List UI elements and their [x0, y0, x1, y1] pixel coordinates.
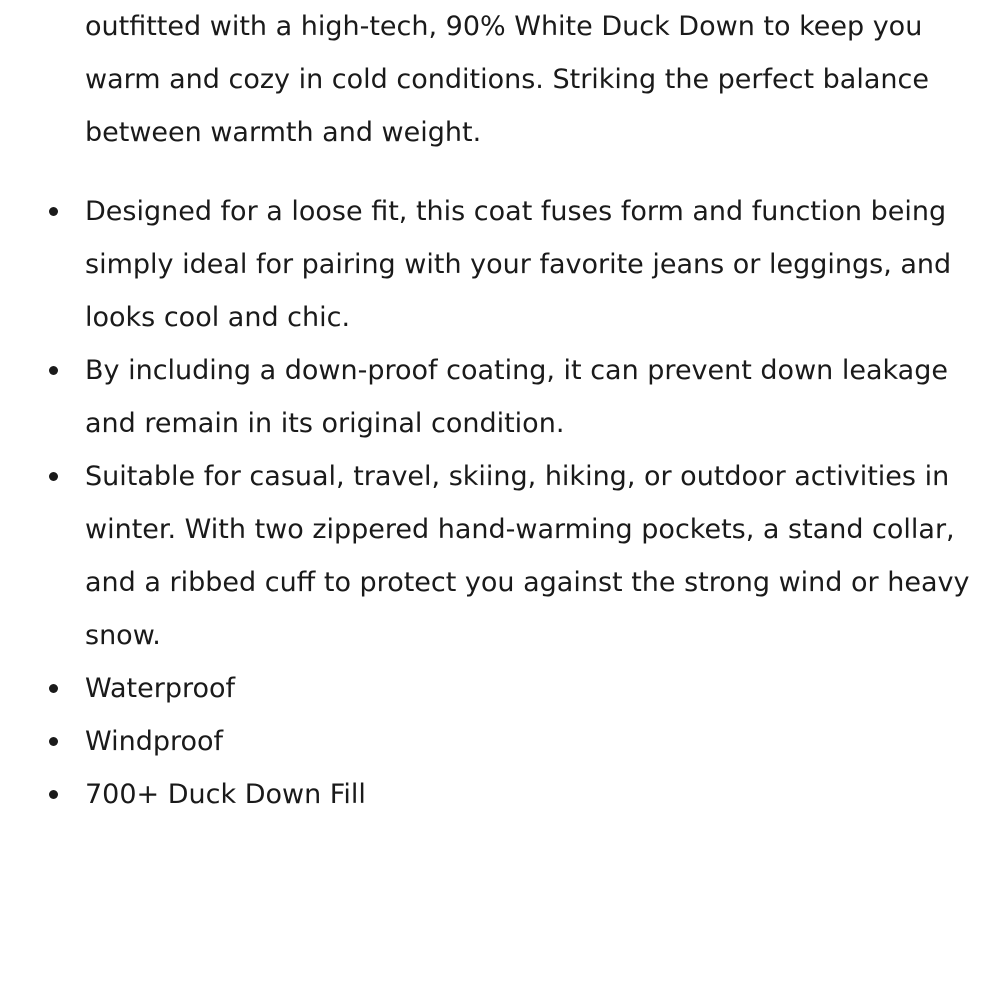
feature-list-item-duck-down-fill: 700+ Duck Down Fill	[0, 768, 975, 821]
feature-list-item-suitable-activities: Suitable for casual, travel, skiing, hiking, or outdoor activities in winter. With two zippered hand-warming pockets, a stand collar, and a ribbed cuff to protect you against the strong wind or heavy snow.	[0, 450, 975, 662]
feature-list	[0, 185, 1000, 821]
feature-list-item-down-proof-coating: By including a down-proof coating, it can prevent down leakage and remain in its original condition.	[0, 344, 975, 450]
feature-list-item-waterproof: Waterproof	[0, 662, 975, 715]
feature-list-item-loose-fit: Designed for a loose fit, this coat fuses form and function being simply ideal for pairing with your favorite jeans or leggings, and looks cool and chic.	[0, 185, 975, 344]
feature-list-item-windproof: Windproof	[0, 715, 975, 768]
description-intro-text: outfitted with a high-tech, 90% White Duck Down to keep you warm and cozy in cold conditions. Striking the perfect balance between warmth and weight.	[85, 11, 929, 148]
